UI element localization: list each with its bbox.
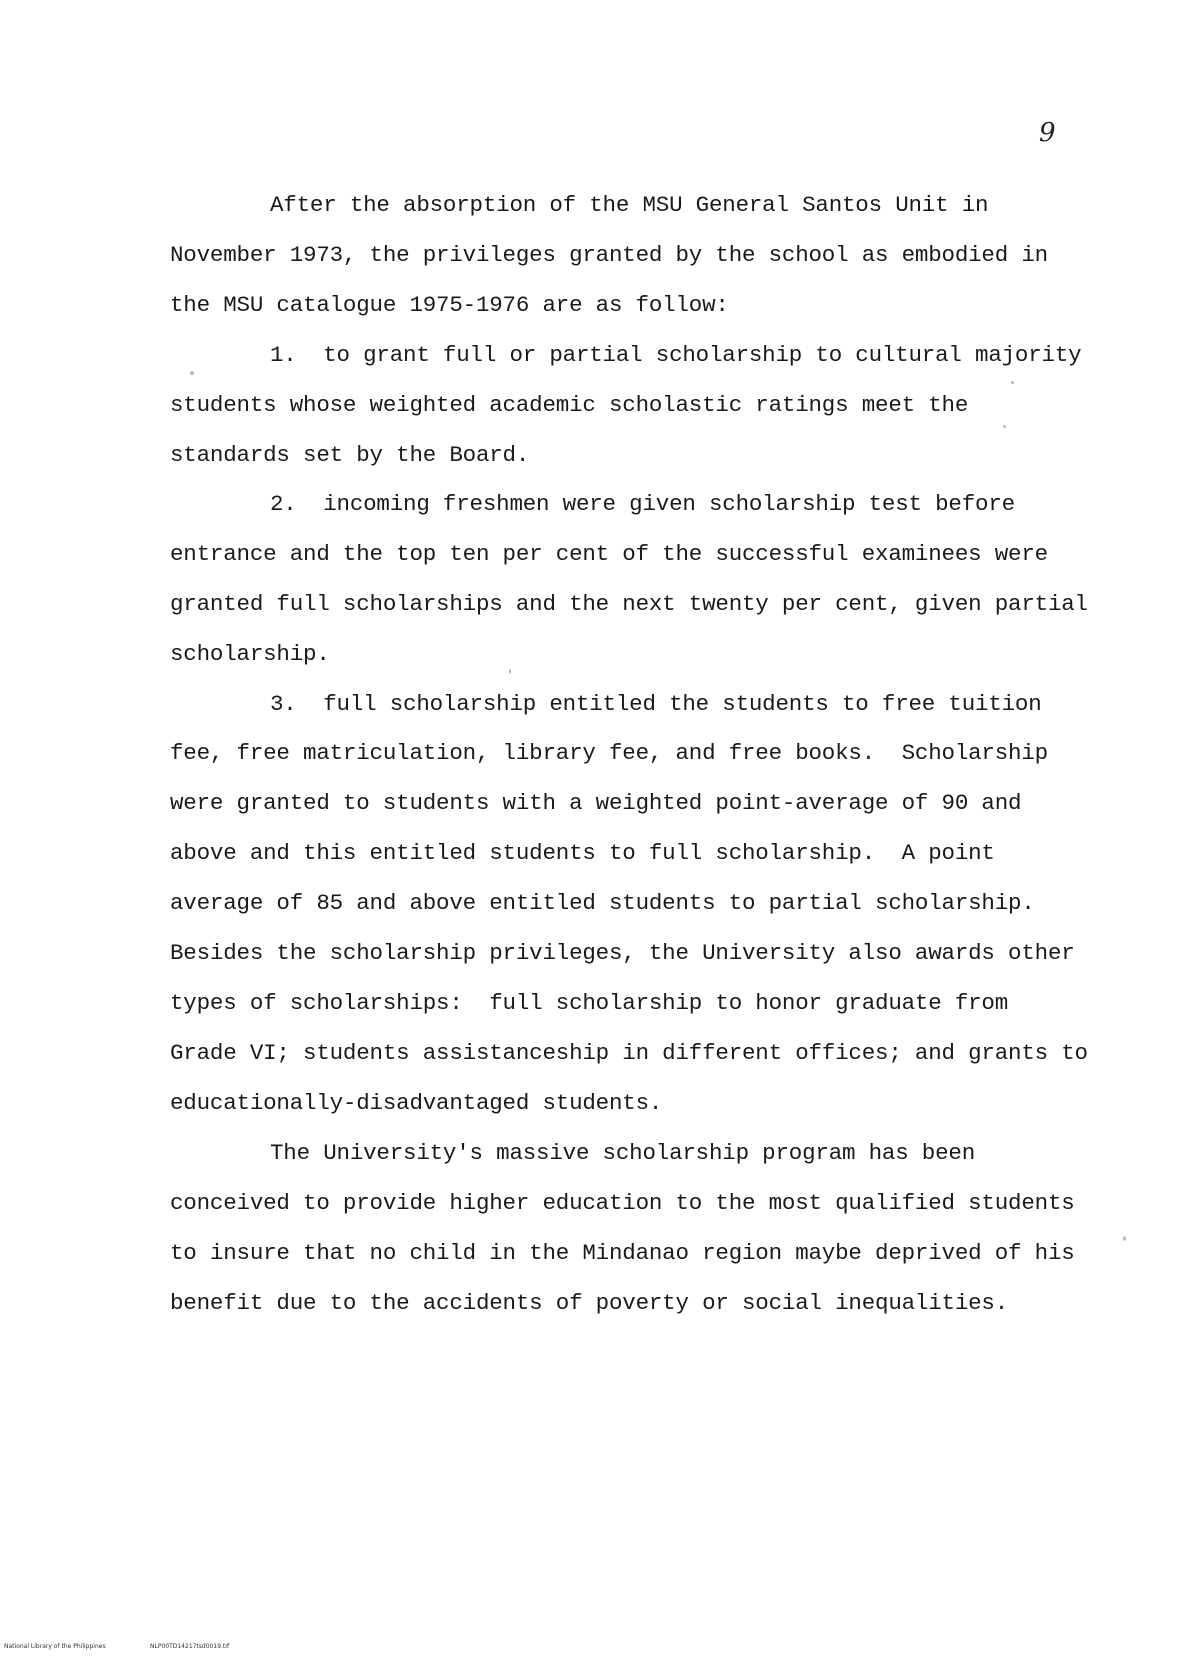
scan-speck	[509, 669, 511, 674]
paragraph-3-line-1: 2. incoming freshmen were given scholarship test before	[270, 491, 1015, 517]
paragraph-4-line-6: Besides the scholarship privileges, the University also awards other	[170, 940, 1075, 966]
paragraph-5-line-4: benefit due to the accidents of poverty or social inequalities.	[170, 1290, 1009, 1316]
paragraph-1-line-2: November 1973, the privileges granted by the school as embodied in	[170, 242, 1048, 268]
paragraph-4-line-1: 3. full scholarship entitled the students to free tuition	[270, 691, 1042, 717]
paragraph-5-line-2: conceived to provide higher education to the most qualified students	[170, 1190, 1075, 1216]
footer-library: National Library of the Philippines	[4, 1643, 106, 1650]
paragraph-4-line-5: average of 85 and above entitled students to partial scholarship.	[170, 890, 1035, 916]
scan-speck	[1011, 381, 1014, 384]
paragraph-2-line-2: students whose weighted academic scholastic ratings meet the	[170, 392, 969, 418]
paragraph-4-line-9: educationally-disadvantaged students.	[170, 1090, 663, 1116]
paragraph-1-line-3: the MSU catalogue 1975-1976 are as follow:	[170, 292, 729, 318]
paragraph-4-line-8: Grade VI; students assistanceship in different offices; and grants to	[170, 1040, 1088, 1066]
paragraph-3-line-2: entrance and the top ten per cent of the successful examinees were	[170, 541, 1048, 567]
footer-filename: NLP00TD14217tsd0019.tif	[150, 1643, 230, 1650]
scan-speck	[190, 371, 194, 375]
paragraph-2-line-1: 1. to grant full or partial scholarship to cultural majority	[270, 342, 1082, 368]
paragraph-5-line-1: The University's massive scholarship program has been	[270, 1140, 976, 1166]
paragraph-1-line-1: After the absorption of the MSU General Santos Unit in	[270, 192, 989, 218]
paragraph-4-line-3: were granted to students with a weighted point-average of 90 and	[170, 790, 1022, 816]
paragraph-4-line-2: fee, free matriculation, library fee, and free books. Scholarship	[170, 740, 1048, 766]
scan-speck	[1123, 1236, 1126, 1241]
paragraph-2-line-3: standards set by the Board.	[170, 442, 530, 468]
paragraph-3-line-4: scholarship.	[170, 641, 330, 667]
paragraph-5-line-3: to insure that no child in the Mindanao region maybe deprived of his	[170, 1240, 1075, 1266]
paragraph-3-line-3: granted full scholarships and the next twenty per cent, given partial	[170, 591, 1088, 617]
paragraph-4-line-7: types of scholarships: full scholarship to honor graduate from	[170, 990, 1009, 1016]
paragraph-4-line-4: above and this entitled students to full scholarship. A point	[170, 840, 995, 866]
page-number: 9	[1039, 118, 1056, 148]
scan-speck	[1003, 425, 1006, 428]
